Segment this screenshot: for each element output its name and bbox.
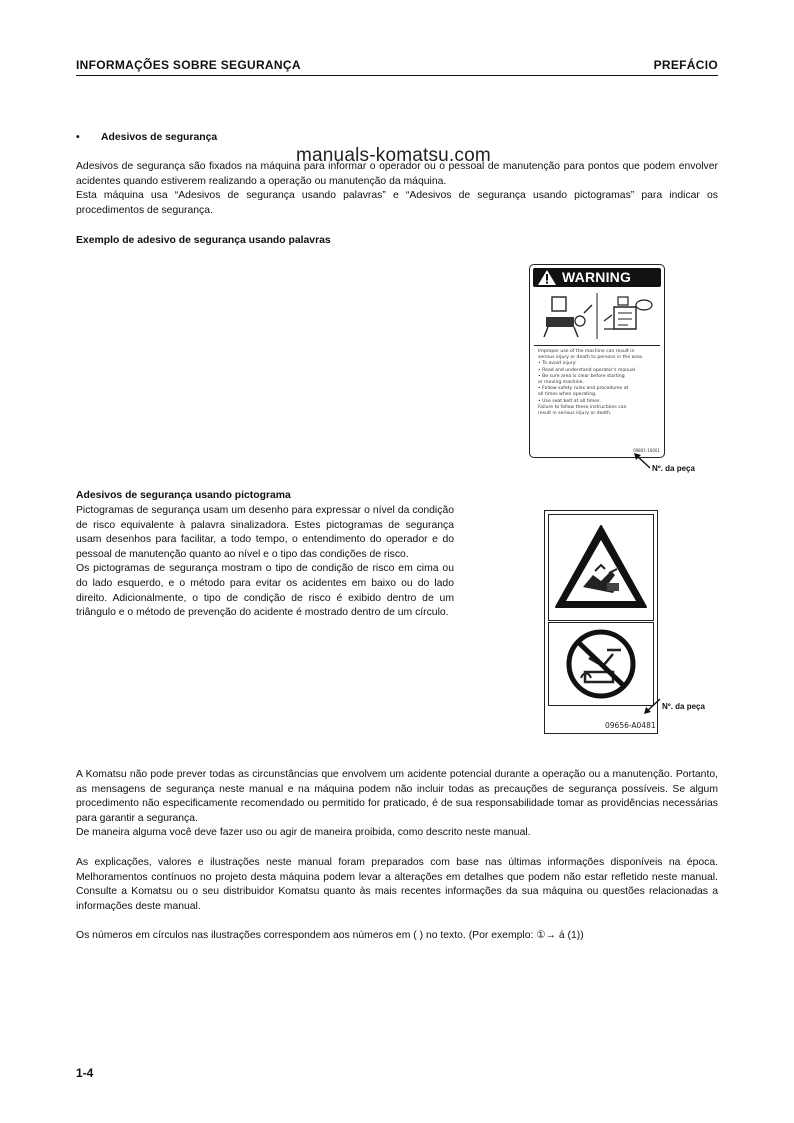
watermark: manuals-komatsu.com	[296, 145, 491, 166]
pictogram-label	[544, 510, 658, 734]
intro-paragraph-1: Adesivos de segurança são fixados na máquina para informar o operador ou o pessoal de manutenção para pontos que podem envolver acidentes quando estiverem realizando a operação ou manutenção da máquina.	[76, 161, 718, 187]
part-number-label-words: Nº. da peça	[652, 464, 695, 473]
section-heading	[76, 132, 217, 143]
pictogram-text-block	[76, 504, 454, 621]
intro-block	[76, 160, 718, 218]
header-chapter-title: PREFÁCIO	[653, 58, 718, 72]
label-divider	[534, 345, 660, 346]
closing-paragraph-2: As explicações, valores e ilustrações neste manual foram preparados com base nas últimas informações disponíveis na época. Melhoramentos contínuos no projeto desta máquina podem levar a alterações em detalhes que podem não estar refletido neste manual. Consulte a Komatsu ou o seu distribuidor Komatsu quanto às mais recentes informações da sua máquina ou questões relacionadas a informações deste manual.	[76, 856, 718, 912]
circled-number-note-end: á (1))	[555, 930, 584, 942]
label-text-line: serious injury or death to persons in the area.	[538, 355, 644, 361]
warning-label-text	[538, 349, 658, 417]
label-text-line: Failure to follow these instructions can	[538, 404, 627, 410]
page-number: 1-4	[76, 1066, 94, 1080]
label-text-line: • Be sure area is clear before starting	[538, 373, 625, 379]
operator-machine-illustration-icon	[534, 291, 660, 341]
label-text-line: • Read and understand operator's manual	[538, 367, 636, 373]
pictogram-paragraph-2: Os pictogramas de segurança mostram o tipo de condição de risco em cima ou do lado esquerdo, e o método para evitar os acidentes em baixo ou do lado direito. Adicionalmente, o tipo de condição de risco é exibido dentro de um triângulo e o método de prevenção do acidente é mostrado dentro de um círculo.	[76, 563, 454, 619]
pictogram-code: 09656-A0481	[605, 721, 656, 730]
hazard-triangle-icon	[553, 523, 649, 611]
label-text-line: • Use seat belt at all times.	[538, 398, 601, 404]
arrow-glyph: →	[545, 930, 556, 942]
label-text-line: all times when operating.	[538, 392, 597, 398]
label-text-line: • Follow safety rules and procedures at	[538, 386, 629, 392]
pointer-arrow-icon	[632, 452, 652, 470]
circled-number-note: Os números em círculos nas ilustrações correspondem aos números em ( ) no texto. (Por exemplo: ①	[76, 930, 546, 942]
label-text-line: • To avoid injury:	[538, 361, 577, 367]
closing-paragraph-3	[76, 929, 718, 944]
prohibition-circle-icon	[563, 628, 639, 700]
closing-paragraph-1: A Komatsu não pode prever todas as circunstâncias que envolvem um acidente potencial durante a operação ou a manutenção. Portanto, as mensagens de segurança neste manual e na máquina podem não incluir todas as precauções de segurança possíveis. Se algum procedimento não especificamente recomendado ou permitido for praticado, é de sua responsabilidade tomar as providências necessárias para garantir a segurança.	[76, 769, 718, 824]
warning-banner	[533, 268, 661, 287]
pictogram-heading: Adesivos de segurança usando pictograma	[76, 490, 291, 501]
closing-block	[76, 768, 718, 944]
hazard-panel	[548, 514, 654, 621]
warning-word: WARNING	[562, 269, 632, 285]
intro-paragraph-2: Esta máquina usa “Adesivos de segurança usando palavras” e “Adesivos de segurança usando pictogramas” para indicar os procedimentos de segurança.	[76, 190, 718, 216]
label-text-line: Improper use of the machine can result in	[538, 349, 635, 354]
header-rule	[76, 75, 718, 76]
label-text-line: or moving machine.	[538, 380, 584, 386]
warning-triangle-icon	[537, 269, 557, 286]
bullet-mark: •	[76, 132, 80, 143]
part-number-label-pictogram: Nº. da peça	[662, 702, 705, 711]
label-text-line: result in serious injury or death.	[538, 411, 612, 417]
pictogram-paragraph-1: Pictogramas de segurança usam um desenho para expressar o nível da condição de risco equivalente à palavra sinalizadora. Estes pictogramas de segurança usam desenhos para facilitar, a todo tempo, o entendimento do operador e do pessoal de manutenção quanto ao nível e o tipo das condições de risco.	[76, 505, 454, 560]
warning-label	[529, 264, 665, 458]
label-code: 09801-10001	[633, 448, 660, 453]
prevention-panel	[548, 622, 654, 706]
header-section-title: INFORMAÇÕES SOBRE SEGURANÇA	[76, 58, 301, 72]
words-example-heading: Exemplo de adesivo de segurança usando palavras	[76, 235, 331, 246]
section-title: Adesivos de segurança	[101, 132, 218, 143]
pointer-arrow-icon	[642, 697, 662, 715]
closing-paragraph-1b: De maneira alguma você deve fazer uso ou agir de maneira proibida, como descrito neste manual.	[76, 827, 531, 839]
